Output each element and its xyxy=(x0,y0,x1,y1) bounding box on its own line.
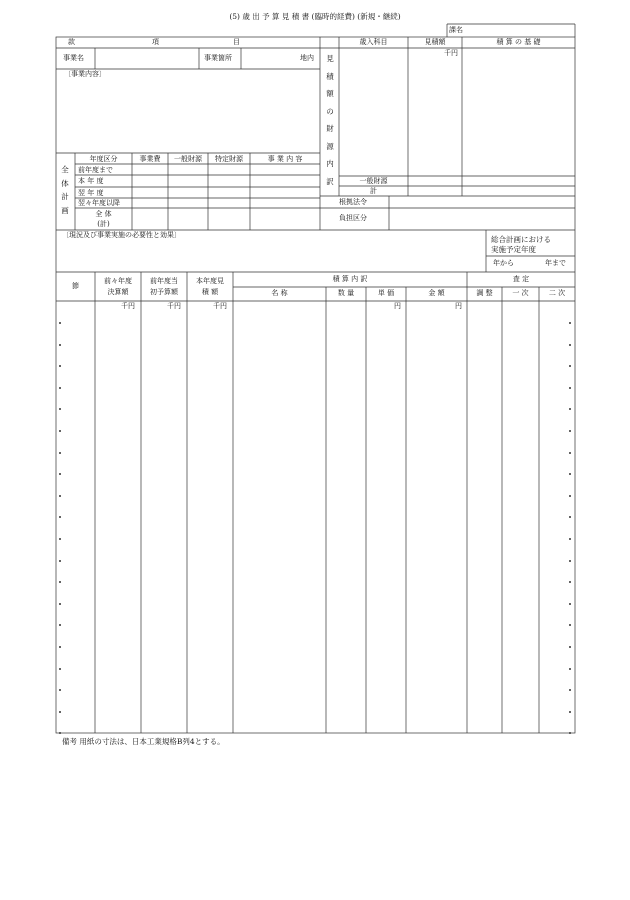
burden-category-label: 負担区分 xyxy=(339,214,367,222)
prev-initial-header-1: 前年度当 xyxy=(150,277,178,285)
row-mark xyxy=(569,603,571,605)
plan-row-total: 全 体 xyxy=(95,210,112,218)
row-mark xyxy=(569,689,571,691)
form-title: (5) 歳 出 予 算 見 積 書 (臨時的経費) (新規・継続) xyxy=(229,12,401,21)
row-mark xyxy=(569,581,571,583)
chinai-label: 地内 xyxy=(300,54,314,62)
current-estimate-header-2: 積 額 xyxy=(201,288,219,296)
unit-yen-price: 円 xyxy=(394,302,401,310)
row-mark xyxy=(59,408,61,410)
footer-note: 備考 用紙の寸法は、日本工業規格B列4とする。 xyxy=(62,737,225,746)
source-total-label: 計 xyxy=(370,187,377,195)
row-mark xyxy=(569,452,571,454)
row-mark xyxy=(59,668,61,670)
kou-label: 項 xyxy=(152,38,159,46)
plan-row-prev: 前年度まで xyxy=(78,166,113,174)
row-mark xyxy=(59,560,61,562)
second-review-header: 二 次 xyxy=(548,289,566,297)
row-mark xyxy=(59,495,61,497)
unit-current: 千円 xyxy=(213,302,227,310)
assessment-header: 査 定 xyxy=(512,275,530,283)
amount-header: 金 額 xyxy=(428,289,445,297)
project-location-label: 事業箇所 xyxy=(204,54,232,62)
general-fund-label: 一般財源 xyxy=(359,177,388,185)
row-mark xyxy=(59,538,61,540)
plan-header-specific: 特定財源 xyxy=(215,155,243,163)
plan-row-total-sub: (計) xyxy=(97,220,110,228)
row-mark xyxy=(569,711,571,713)
row-mark xyxy=(569,322,571,324)
row-mark xyxy=(59,322,61,324)
revenue-item-header: 歳入科目 xyxy=(359,38,388,46)
row-mark xyxy=(59,452,61,454)
row-mark xyxy=(59,473,61,475)
plan-header-general: 一般財源 xyxy=(174,155,202,163)
row-mark xyxy=(59,430,61,432)
legal-basis-label: 根拠法令 xyxy=(339,198,367,206)
adjust-header: 調 整 xyxy=(476,289,493,297)
project-content-label: 〔事業内容〕 xyxy=(64,70,106,78)
year-from-label: 年から xyxy=(493,259,514,267)
setsu-header: 節 xyxy=(72,282,79,290)
moku-label: 目 xyxy=(233,38,240,46)
plan-row-after-next: 翌々年度以降 xyxy=(78,199,120,207)
row-mark xyxy=(569,495,571,497)
prev-prev-header-1: 前々年度 xyxy=(104,277,132,285)
row-mark xyxy=(569,516,571,518)
row-mark xyxy=(569,646,571,648)
row-mark xyxy=(59,387,61,389)
row-mark xyxy=(59,516,61,518)
row-mark xyxy=(59,581,61,583)
row-mark xyxy=(59,624,61,626)
plan-row-next: 翌 年 度 xyxy=(78,189,104,197)
master-plan-label-1: 総合計画における xyxy=(491,235,551,244)
row-mark xyxy=(569,408,571,410)
row-mark xyxy=(569,538,571,540)
necessity-label: 〔現況及び事業実施の必要性と効果〕 xyxy=(62,231,181,239)
row-mark xyxy=(59,646,61,648)
kan-label: 款 xyxy=(68,38,75,46)
prev-initial-header-2: 初予算額 xyxy=(150,288,178,296)
current-estimate-header-1: 本年度見 xyxy=(196,277,224,285)
overall-plan-vertical-label: 全 体 計 画 xyxy=(61,165,69,215)
unit-prev-initial: 千円 xyxy=(167,302,181,310)
row-mark xyxy=(59,732,61,734)
year-to-label: 年まで xyxy=(545,259,566,267)
unit-prev-prev: 千円 xyxy=(121,302,135,310)
row-mark xyxy=(569,344,571,346)
row-mark xyxy=(59,603,61,605)
unit-thousand-yen: 千円 xyxy=(444,49,458,57)
plan-row-current: 本 年 度 xyxy=(78,177,104,185)
calculation-basis-header: 積 算 の 基 礎 xyxy=(496,38,541,46)
plan-header-cost: 事業費 xyxy=(139,155,161,163)
row-mark xyxy=(569,473,571,475)
quantity-header: 数 量 xyxy=(337,289,355,297)
row-mark xyxy=(59,365,61,367)
row-mark xyxy=(569,560,571,562)
unit-yen-amount: 円 xyxy=(455,302,462,310)
row-mark xyxy=(569,387,571,389)
row-mark xyxy=(59,344,61,346)
master-plan-label-2: 実施予定年度 xyxy=(491,245,536,254)
prev-prev-header-2: 決算額 xyxy=(107,288,129,296)
row-mark xyxy=(569,624,571,626)
row-mark xyxy=(59,689,61,691)
breakdown-header: 積 算 内 訳 xyxy=(332,275,368,283)
row-mark xyxy=(569,668,571,670)
estimate-amount-header: 見積額 xyxy=(424,38,446,46)
name-header: 名 称 xyxy=(271,289,288,297)
row-mark xyxy=(569,732,571,734)
first-review-header: 一 次 xyxy=(512,289,529,297)
row-mark xyxy=(59,711,61,713)
unit-price-header: 単 価 xyxy=(377,289,395,297)
row-mark xyxy=(569,365,571,367)
row-mark xyxy=(569,430,571,432)
plan-header-year: 年度区分 xyxy=(89,155,118,163)
dept-label: 課名 xyxy=(449,26,463,34)
plan-header-content: 事 業 内 容 xyxy=(267,155,303,163)
project-name-label: 事業名 xyxy=(63,54,84,62)
funding-breakdown-vertical-label: 見 積 額 の 財 源 内 訳 xyxy=(326,54,334,186)
